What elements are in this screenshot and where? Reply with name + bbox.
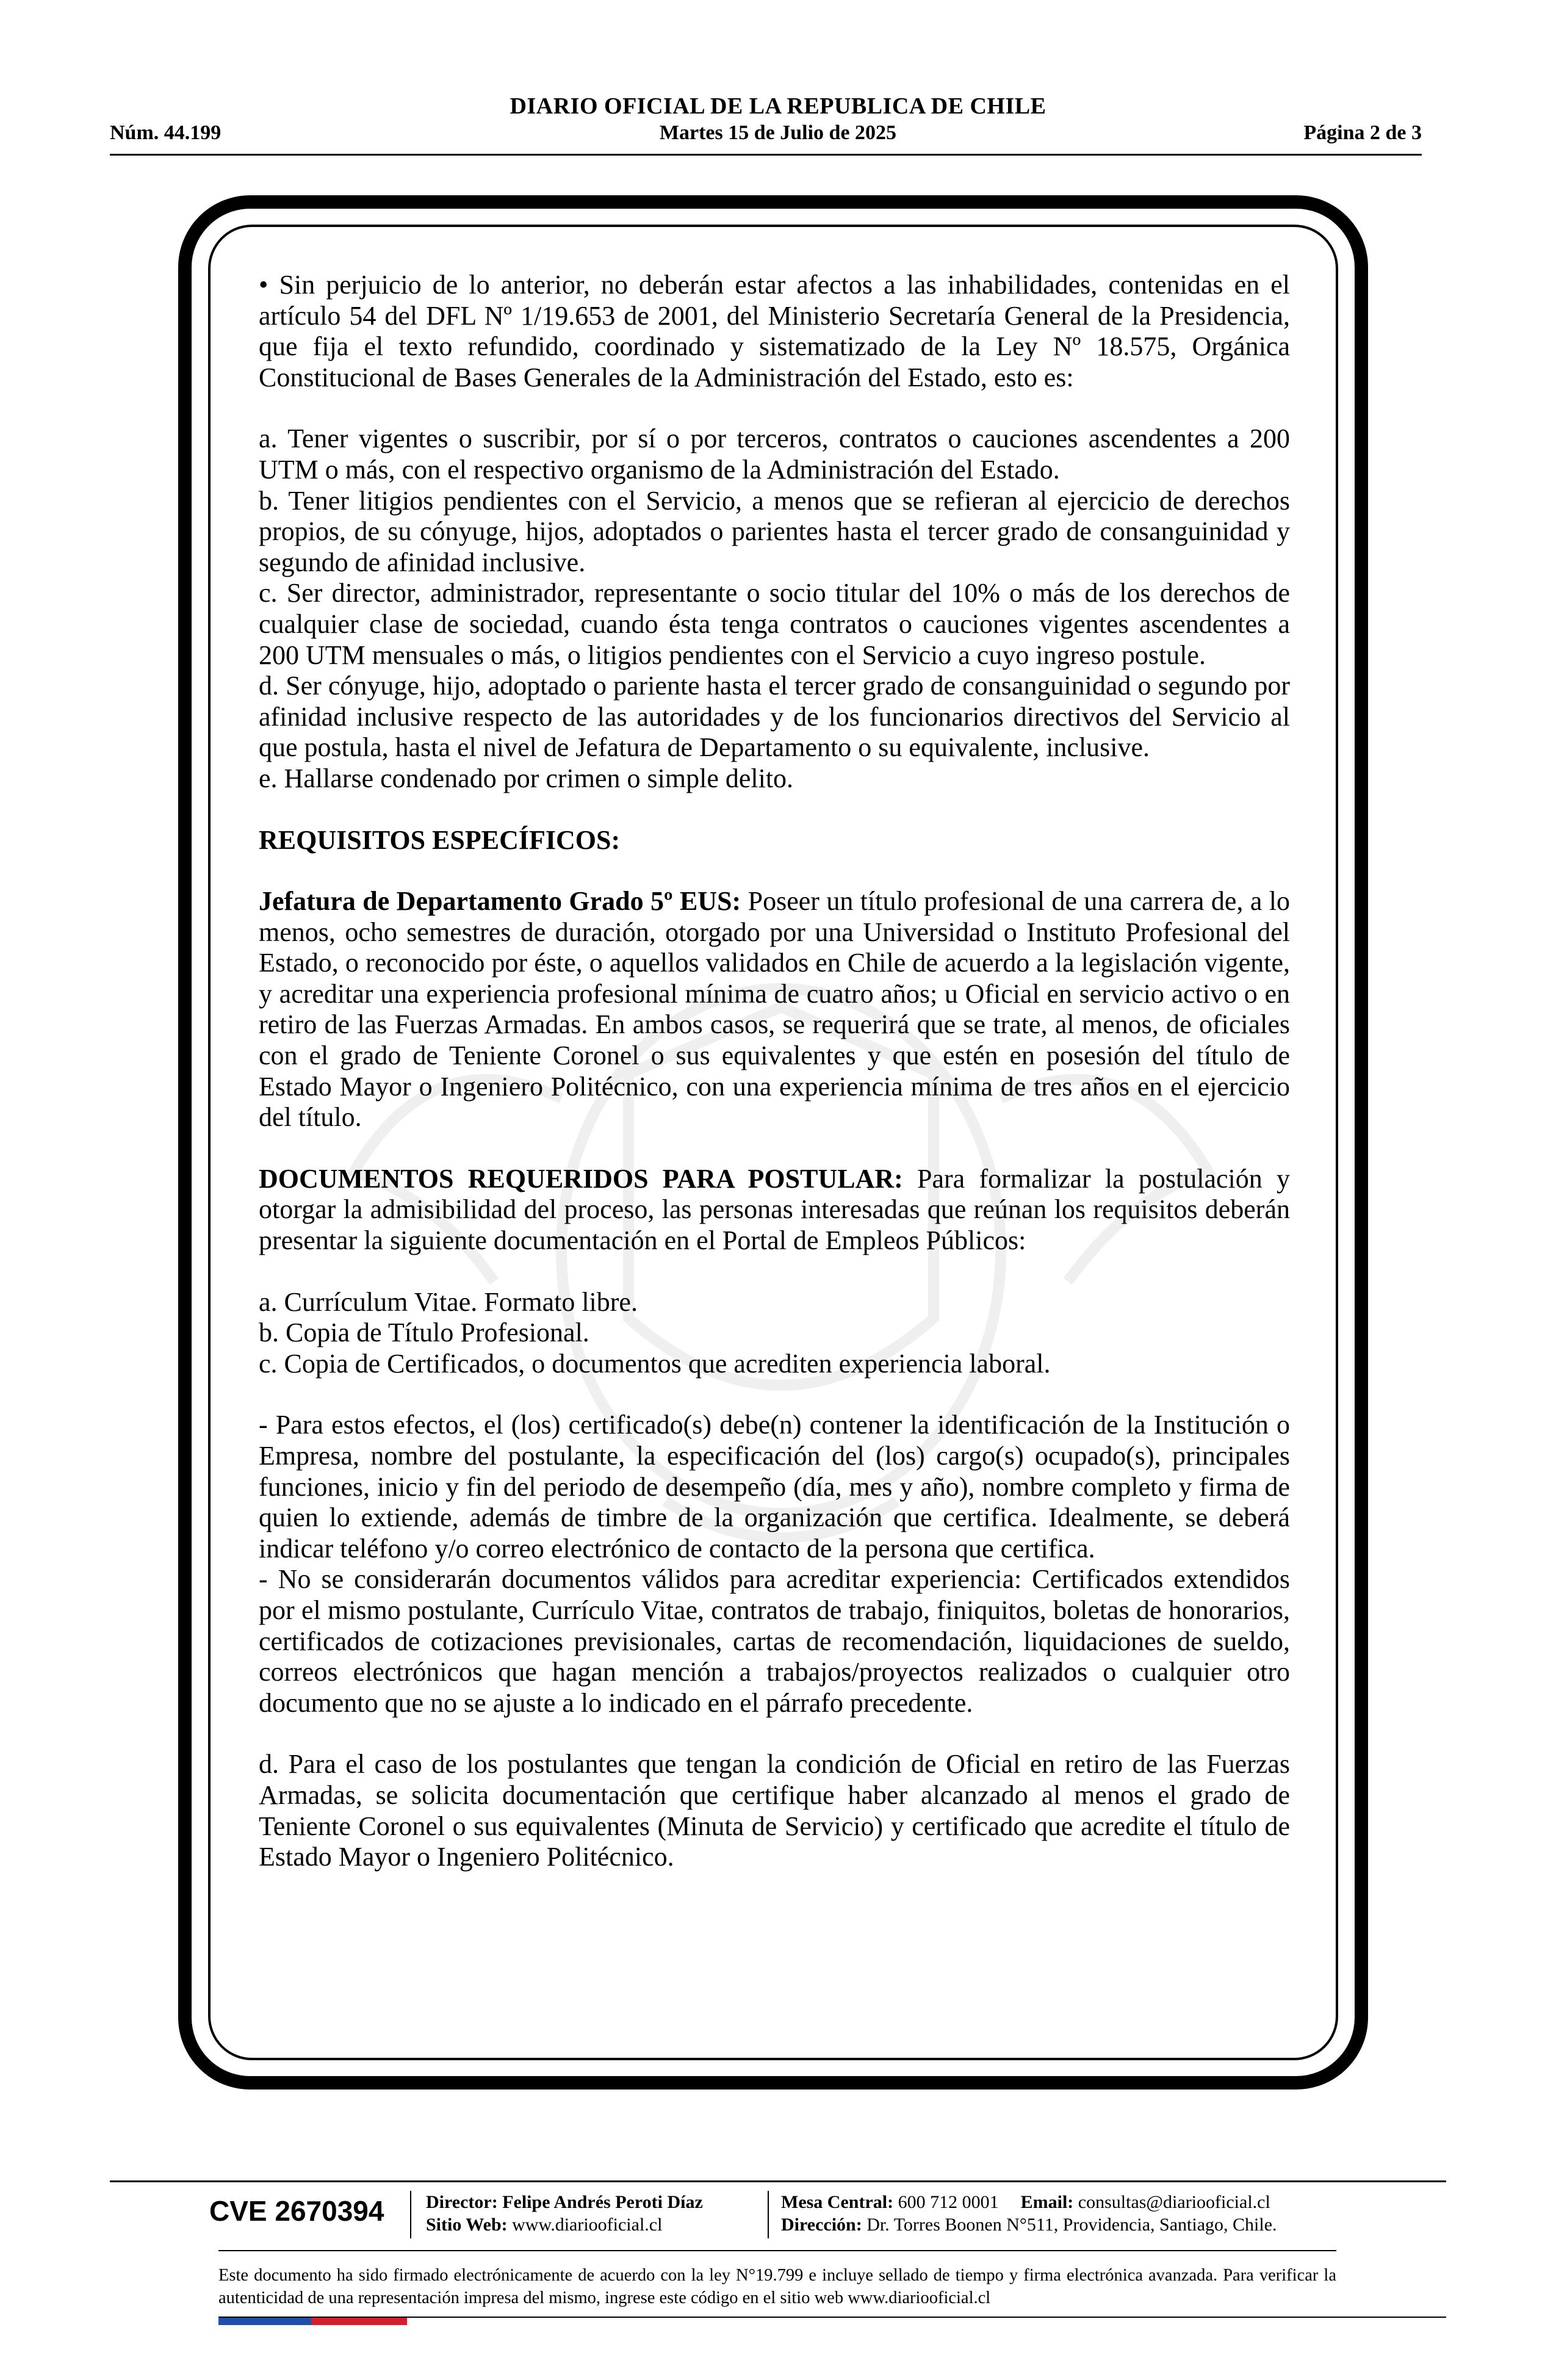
footer-contact-block xyxy=(781,2191,1277,2236)
inhabilities-intro: • Sin perjuicio de lo anterior, no deberán estar afectos a las inhabilidades, contenidas en el artículo 54 del DFL Nº 1/19.653 de 2001, del Ministerio Secretaría General de la Presidencia, que fija el texto refundido, coordinado y sistematizado de la Ley Nº 18.575, Orgánica Constitucional de Bases Generales de la Administración del Estado, esto es: xyxy=(259,270,1290,392)
header-divider xyxy=(110,154,1422,156)
documents-heading: DOCUMENTOS REQUERIDOS PARA POSTULAR: xyxy=(259,1163,903,1194)
issue-number: Núm. 44.199 xyxy=(110,121,222,144)
inhability-item-c: c. Ser director, administrador, representante o socio titular del 10% o más de los derechos de cualquier clase de sociedad, cuando ésta tenga contratos o cauciones vigentes ascendentes a 200 UTM mensuales o más, o litigios pendientes con el Servicio a cuyo ingreso postule. xyxy=(259,578,1290,670)
footer-director-block xyxy=(426,2191,703,2236)
inhability-item-b: b. Tener litigios pendientes con el Servicio, a menos que se refieran al ejercicio de derechos propios, de su cónyuge, hijos, adoptados o parientes hasta el tercer grado de consanguinidad y segundo de afinidad inclusive. xyxy=(259,485,1290,577)
flag-stripe-blue xyxy=(218,2318,311,2325)
signature-notice-text: Este documento ha sido firmado electrónicamente de acuerdo con la ley N°19.799 e incluye sellado de tiempo y firma electrónica avanzada. Para verificar la autenticidad de una representación impresa del mismo, ingrese este código en el sitio web www.diariooficial.cl xyxy=(218,2266,1336,2307)
issue-date: Martes 15 de Julio de 2025 xyxy=(659,121,897,144)
email-label: Email: xyxy=(1020,2192,1074,2212)
position-requirements: Poseer un título profesional de una carrera de, a lo menos, ocho semestres de duración, otorgado por una Universidad o Instituto Profesional del Estado, o reconocido por éste, o aquellos validados en Chile de acuerdo a la legislación vigente, y acreditar una experiencia profesional mínima de cuatro años; u Oficial en servicio activo o en retiro de las Fuerzas Armadas. En ambos casos, se requerirá que se trate, al menos, de oficiales con el grado de Teniente Coronel o sus equivalentes y que estén en posesión del título de Estado Mayor o Ingeniero Politécnico, con una experiencia mínima de tres años en el ejercicio del título. xyxy=(259,886,1291,1133)
inhability-item-d: d. Ser cónyuge, hijo, adoptado o pariente hasta el tercer grado de consanguinidad o segundo por afinidad inclusive respecto de las autoridades y de los funcionarios directivos del Servicio al que postula, hasta el nivel de Jefatura de Departamento o su equivalente, inclusive. xyxy=(259,671,1290,763)
document-item-a: a. Currículum Vitae. Formato libre. xyxy=(259,1286,638,1317)
invalid-documents-note: - No se considerarán documentos válidos para acreditar experiencia: Certificados extendidos por el mismo postulante, Currículo Vitae, contratos de trabajo, finiquitos, boletas de honorarios, certificados de cotizaciones previsionales, cartas de recomendación, liquidaciones de sueldo, correos electrónicos que hagan mención a trabajos/proyectos realizados o cualquier otro documento que no se ajuste a lo indicado en el párrafo precedente. xyxy=(259,1564,1290,1718)
website-label: Sitio Web: xyxy=(426,2215,508,2235)
footer-separator xyxy=(768,2191,769,2238)
email-link[interactable]: consultas@diariooficial.cl xyxy=(1073,2192,1270,2212)
flag-stripe-red xyxy=(311,2318,407,2325)
inhability-item-e: e. Hallarse condenado por crimen o simple delito. xyxy=(259,763,794,793)
footer-divider-middle xyxy=(218,2250,1336,2251)
phone-label: Mesa Central: xyxy=(781,2192,894,2212)
gazette-title: DIARIO OFICIAL DE LA REPUBLICA DE CHILE xyxy=(510,93,1046,119)
director-name: Felipe Andrés Peroti Díaz xyxy=(497,2192,703,2212)
retired-officer-requirement: d. Para el caso de los postulantes que tengan la condición de Oficial en retiro de las Fuerzas Armadas, se solicita documentación que certifique haber alcanzado al menos el grado de Teniente Coronel o sus equivalentes (Minuta de Servicio) y certificado que acredite el título de Estado Mayor o Ingeniero Politécnico. xyxy=(259,1749,1290,1872)
document-item-c: c. Copia de Certificados, o documentos que acrediten experiencia laboral. xyxy=(259,1348,1051,1379)
address-label: Dirección: xyxy=(781,2215,862,2235)
address-value: Dr. Torres Boonen N°511, Providencia, Santiago, Chile. xyxy=(862,2215,1277,2235)
website-link[interactable]: www.diariooficial.cl xyxy=(507,2215,663,2235)
certificate-contents-note: - Para estos efectos, el (los) certificado(s) debe(n) contener la identificación de la Institución o Empresa, nombre del postulante, la especificación del (los) cargo(s) ocupado(s), principales funciones, inicio y fin del periodo de desempeño (día, mes y año), nombre completo y firma de quien lo extiende, además de timbre de la organización que certifica. Idealmente, se deberá indicar teléfono y/o correo electrónico de contacto de la persona que certifica. xyxy=(259,1410,1290,1563)
signature-notice xyxy=(218,2264,1336,2309)
documents-paragraph xyxy=(259,1164,1290,1257)
document-body xyxy=(259,270,1290,1873)
footer-divider-top xyxy=(110,2180,1446,2182)
specific-requirements-heading: REQUISITOS ESPECÍFICOS: xyxy=(259,824,621,855)
specific-requirements-paragraph xyxy=(259,886,1290,1133)
page-indicator: Página 2 de 3 xyxy=(1303,121,1422,144)
document-item-b: b. Copia de Título Profesional. xyxy=(259,1318,589,1348)
phone-number: 600 712 0001 xyxy=(893,2192,999,2212)
footer-separator xyxy=(410,2191,411,2238)
position-label: Jefatura de Departamento Grado 5º EUS: xyxy=(259,886,741,917)
documents-intro: Para formalizar la postulación y otorgar la admisibilidad del proceso, las personas interesadas que reúnan los requisitos deberán presentar la siguiente documentación en el Portal de Empleos Públicos: xyxy=(259,1163,1291,1256)
director-label: Director: xyxy=(426,2192,498,2212)
cve-code: CVE 2670394 xyxy=(209,2195,384,2227)
inhability-item-a: a. Tener vigentes o suscribir, por sí o por terceros, contratos o cauciones ascendentes a 200 UTM o más, con el respectivo organismo de la Administración del Estado. xyxy=(259,424,1290,485)
